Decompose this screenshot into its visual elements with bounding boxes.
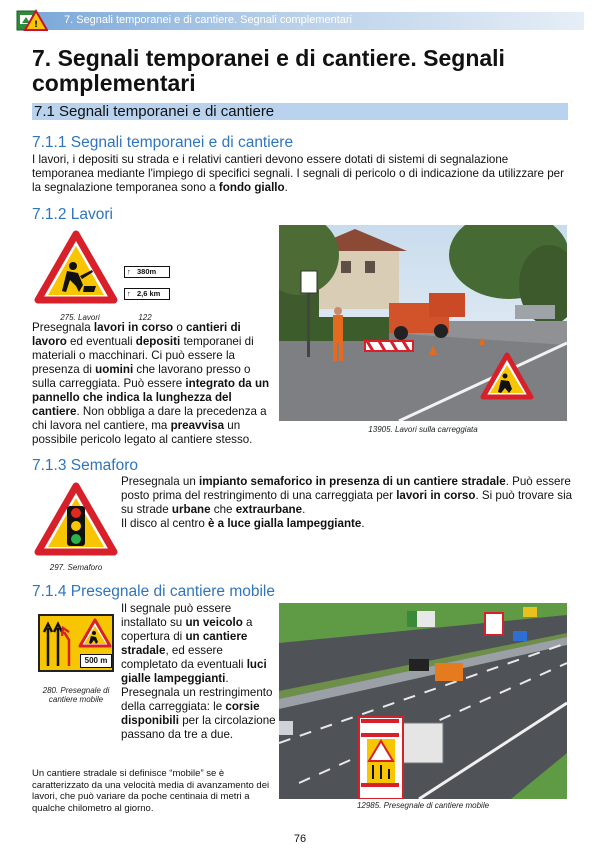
section-bar-title: 7.1 Segnali temporanei e di cantiere xyxy=(34,103,275,120)
text: . Non obbliga a dare la precedenza a chi lavora nel cantiere, ma xyxy=(32,405,267,432)
heading-7-1-3: 7.1.3 Semaforo xyxy=(32,457,138,474)
distance-plate-1 xyxy=(124,266,170,278)
caption-highway-photo: 12985. Presegnale di cantiere mobile xyxy=(356,801,490,810)
text-bold: luci gialle lampeggianti xyxy=(121,658,267,685)
text: Presegnala xyxy=(32,321,94,334)
caption-mobile-worksite-sign: 280. Presegnale di cantiere mobile xyxy=(42,686,110,704)
text: Presegnala un xyxy=(121,475,199,488)
caption-roadworks-sign: 275. Lavori xyxy=(60,313,100,322)
up-arrow-icon: ↑ xyxy=(127,289,131,298)
text: . Presegnala un restringimento della carreggiata: le xyxy=(121,672,273,713)
running-header xyxy=(16,8,584,32)
caption-roadworks-photo: 13905. Lavori sulla carreggiata xyxy=(368,425,478,434)
traffic-light-sign-icon xyxy=(34,482,118,556)
text-bold: cantieri di lavoro xyxy=(32,321,241,348)
text: , ed essere completato da eventuali xyxy=(121,644,247,671)
text-bold: corsie disponibili xyxy=(121,700,260,727)
text-bold: fondo giallo xyxy=(218,181,285,194)
paragraph-mobile-definition: Un cantiere stradale si definisce “mobile” se è caratterizzato da una velocità media di avanzamento dei lavori, che può variare da poche centinaia di metri a qualche chilometro al giorno. xyxy=(32,768,270,814)
mobile-worksite-sign xyxy=(38,614,114,672)
chapter-title: 7. Segnali temporanei e di cantiere. Segnali complementari xyxy=(32,45,505,96)
highway-scene xyxy=(279,603,567,799)
text: che xyxy=(210,503,236,516)
sign-distance-label: 500 m xyxy=(80,654,112,668)
caption-plates: 122 xyxy=(138,313,152,322)
distance-plate-2-text: 2,6 km xyxy=(137,289,161,298)
photo-highway xyxy=(279,603,567,799)
text: . xyxy=(302,503,306,516)
svg-text:!: ! xyxy=(33,20,39,30)
heading-7-1-4: 7.1.4 Presegnale di cantiere mobile xyxy=(32,583,275,600)
page-number: 76 xyxy=(293,833,307,845)
text: . Può essere posto prima del restringimento di una carreggiata per xyxy=(121,475,571,502)
section-bar xyxy=(32,103,568,120)
caption-traffic-light: 297. Semaforo xyxy=(49,563,103,572)
text: per la circolazione passano da tre a due. xyxy=(121,714,276,741)
roadworks-mini-sign-icon xyxy=(78,618,112,648)
text: . Si può trovare sia su strade xyxy=(121,489,573,516)
text-bold: è a luce gialla lampeggiante xyxy=(208,517,362,530)
text: . xyxy=(284,181,288,194)
text: temporanei di materiali o macchinari. Ci può essere la presenza di xyxy=(32,335,254,376)
text: Il disco al centro xyxy=(121,517,208,530)
heading-7-1-1: 7.1.1 Segnali temporanei e di cantiere xyxy=(32,134,294,151)
text-bold: integrato da un pannello che indica la lunghezza del cantiere xyxy=(32,377,270,418)
text: che lavorano presso o sulla carreggiata. Può essere xyxy=(32,363,251,390)
text: ed eventuali xyxy=(66,335,136,348)
heading-7-1-2: 7.1.2 Lavori xyxy=(32,206,113,223)
text-bold: lavori in corso xyxy=(396,489,476,502)
roadworks-sign-icon xyxy=(34,230,118,304)
lane-arrows-icon xyxy=(42,618,76,668)
text: a copertura di xyxy=(121,616,253,643)
photo-roadworks xyxy=(279,225,567,421)
text-bold: depositi xyxy=(135,335,181,348)
paragraph-7-1-4 xyxy=(121,602,277,742)
up-arrow-icon: ↑ xyxy=(127,267,131,276)
paragraph-7-1-3 xyxy=(121,475,573,531)
text-bold: un cantiere stradale xyxy=(121,630,248,657)
running-header-title: 7. Segnali temporanei e di cantiere. Segnali complementari xyxy=(64,14,352,26)
text: o xyxy=(173,321,187,334)
distance-plate-1-text: 380m xyxy=(137,267,157,276)
running-header-band xyxy=(30,12,584,30)
text: . xyxy=(361,517,365,530)
text-bold: extraurbane xyxy=(235,503,303,516)
paragraph-7-1-2 xyxy=(32,321,274,447)
book-logo-icon xyxy=(16,8,48,32)
text: un possibile pericolo legato al cantiere stesso. xyxy=(32,419,253,446)
distance-plate-2 xyxy=(124,288,170,300)
text-bold: impianto semaforico in presenza di un cantiere stradale xyxy=(199,475,506,488)
text-bold: urbane xyxy=(171,503,211,516)
text-bold: lavori in corso xyxy=(93,321,174,334)
paragraph-7-1-1 xyxy=(32,153,572,195)
text-bold: un veicolo xyxy=(185,616,243,629)
text-bold: preavvisa xyxy=(170,419,225,432)
text-bold: uomini xyxy=(95,363,134,376)
text: I lavori, i depositi su strada e i relativi cantieri devono essere dotati di sistemi di segnalazione temporanea mediante l'impiego di specifici segnali. I segnali di pericolo o di indicazione da utilizzare per la segnalazione temporanea sono a xyxy=(32,153,564,194)
roadworks-scene xyxy=(279,225,567,421)
text: Il segnale può essere installato su xyxy=(121,602,232,629)
